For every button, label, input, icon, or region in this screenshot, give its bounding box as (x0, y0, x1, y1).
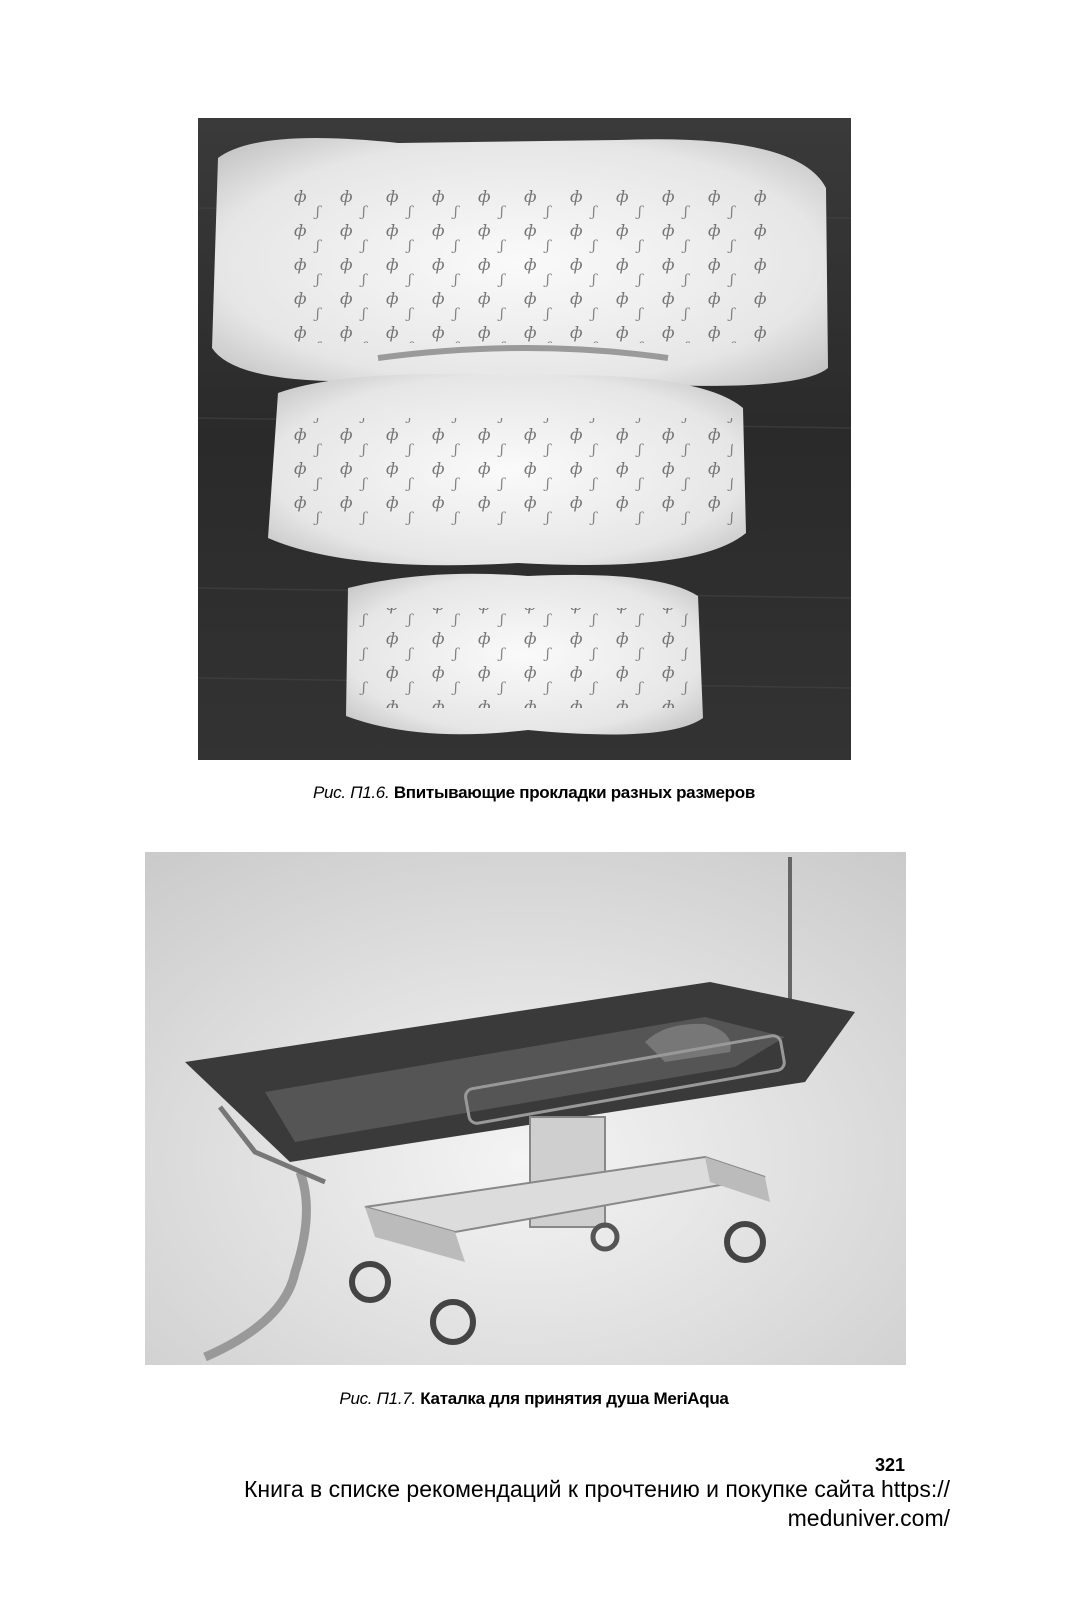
footer-line-1: Книга в списке рекомендаций к прочтению и покупке сайта https:// (243, 1476, 950, 1502)
absorbent-pads-photo (198, 118, 851, 760)
figure-caption-1 (0, 783, 1068, 803)
footer-note (100, 1475, 950, 1533)
figure-number: Рис. П1.7. (339, 1389, 416, 1408)
footer-line-2: meduniver.com/ (787, 1505, 950, 1531)
shower-trolley-photo (145, 852, 906, 1365)
figure-title: Каталка для принятия душа MeriAqua (420, 1389, 729, 1408)
page-number: 321 (874, 1455, 905, 1475)
figure-title: Впитывающие прокладки разных размеров (393, 783, 756, 802)
figure-caption-2 (0, 1389, 1068, 1409)
figure-number: Рис. П1.6. (312, 783, 390, 802)
